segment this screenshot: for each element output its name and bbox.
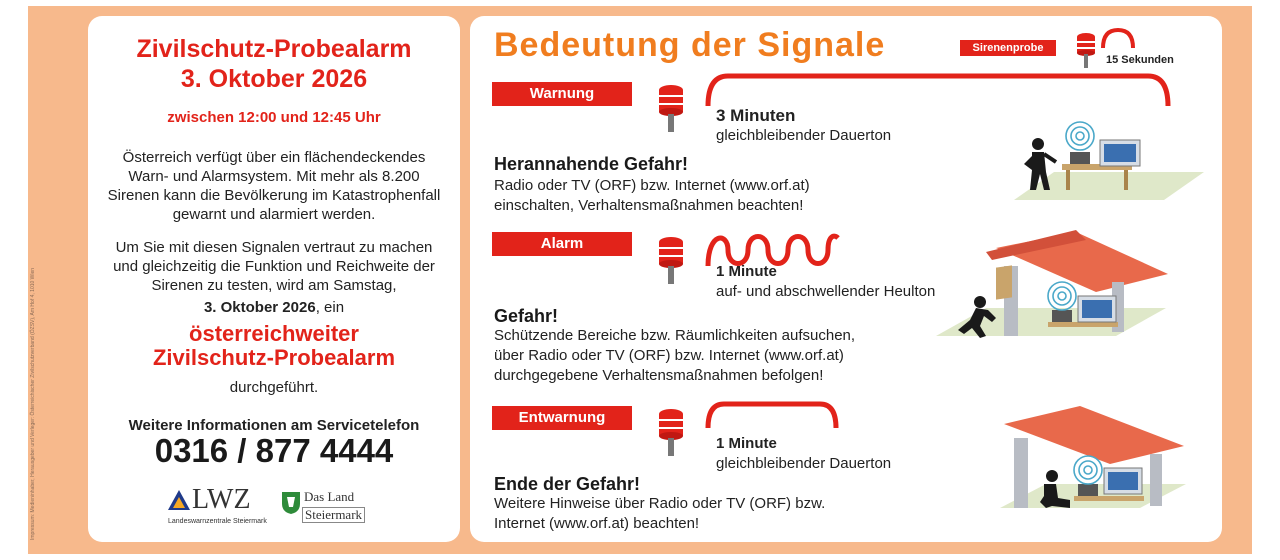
siren-icon <box>656 236 686 284</box>
lwz-logo <box>168 486 278 530</box>
siren-icon <box>1074 32 1098 68</box>
purpose-paragraph: Um Sie mit diesen Signalen vertraut zu machen und gleichzeitig die Funktion und Reichweite der Sirenen zu testen, wird am Samstag, <box>113 239 435 294</box>
service-phone[interactable]: 0316 / 877 4444 <box>154 432 394 469</box>
signal-badge-alarm: Alarm <box>492 232 632 256</box>
warning-scene-illustration <box>1014 112 1204 208</box>
lwz-subtitle: Landeswarnzentrale Steiermark <box>168 518 267 525</box>
date-bold: 3. Oktober 2026 <box>203 299 316 316</box>
signal-text-line: Schützende Bereiche bzw. Räumlichkeiten aufsuchen, <box>494 327 856 344</box>
test-duration: 15 Sekunden <box>1106 54 1174 66</box>
signal-text-line: über Radio oder TV (ORF) bzw. Internet (www.orf.at) <box>494 347 844 364</box>
highlight-line-1: österreichweiter <box>189 321 359 346</box>
siren-icon <box>656 84 686 132</box>
signal-tone: auf- und abschwellender Heulton <box>716 283 936 300</box>
signal-badge-entwarnung: Entwarnung <box>492 406 632 430</box>
signal-duration: 1 Minute <box>716 435 777 452</box>
signal-heading: Ende der Gefahr! <box>494 474 641 494</box>
signal-text-line: durchgegebene Verhaltensmaßnahmen befolgen! <box>494 367 824 384</box>
land-line-2: Steiermark <box>302 507 365 523</box>
info-panel <box>88 16 460 542</box>
performed-text: durchgeführt. <box>229 379 319 396</box>
signal-heading: Herannahende Gefahr! <box>494 154 689 174</box>
tv-icon <box>1100 140 1140 166</box>
signal-text-line: Weitere Hinweise über Radio oder TV (ORF) bzw. <box>494 495 826 512</box>
highlight-line-2: Zivilschutz-Probealarm <box>152 345 396 370</box>
radio-waves-icon <box>1066 122 1094 150</box>
event-date: 3. Oktober 2026 <box>180 65 368 93</box>
steiermark-logo <box>282 490 372 530</box>
signal-tone: gleichbleibender Dauerton <box>716 127 892 144</box>
tv-icon <box>1078 296 1116 322</box>
date-line <box>88 298 460 317</box>
signal-heading: Gefahr! <box>494 306 559 326</box>
signal-duration: 3 Minuten <box>716 106 796 125</box>
siren-test-badge: Sirenenprobe <box>960 40 1056 56</box>
radio-waves-icon <box>1074 456 1102 484</box>
service-label: Weitere Informationen am Servicetelefon <box>128 417 420 434</box>
signal-badge-warnung: Warnung <box>492 82 632 106</box>
siren-icon <box>656 408 686 456</box>
lwz-wordmark: LWZ <box>192 484 251 515</box>
test-signal-arc-icon <box>1100 28 1136 50</box>
alarm-scene-illustration <box>936 230 1186 340</box>
steady-tone-graph <box>704 72 1174 108</box>
imprint-text: Impressum: Medieninhaber, Herausgeber und Verleger: Österreichischer Zivilschutzverband (ÖZSV), Am Hof 4, 1010 Wien <box>30 267 36 540</box>
signal-text-line: einschalten, Verhaltensmaßnahmen beachten! <box>494 197 804 214</box>
event-title: Zivilschutz-Probealarm <box>136 35 412 63</box>
event-time: zwischen 12:00 und 12:45 Uhr <box>167 109 381 126</box>
steady-tone-short-graph <box>704 400 844 430</box>
tv-icon <box>1104 468 1142 494</box>
signal-text-line: Internet (www.orf.at) beachten! <box>494 515 700 532</box>
signal-text-line: Radio oder TV (ORF) bzw. Internet (www.orf.at) <box>494 177 810 194</box>
intro-paragraph: Österreich verfügt über ein flächendeckendes Warn- und Alarmsystem. Mit mehr als 8.200 Sirenen kann die Bevölkerung im Katastrophenfall gewarnt und alarmiert werden. <box>107 149 441 223</box>
signals-title: Bedeutung der Signale <box>494 26 886 64</box>
radio-waves-icon <box>1048 282 1076 310</box>
lwz-emblem-icon <box>168 490 190 512</box>
signal-tone: gleichbleibender Dauerton <box>716 455 892 472</box>
coat-of-arms-icon <box>282 492 300 514</box>
all-clear-scene-illustration <box>1000 404 1200 516</box>
date-suffix: , ein <box>315 299 345 316</box>
signal-duration: 1 Minute <box>716 263 777 280</box>
land-line-1: Das Land <box>304 489 355 504</box>
signals-panel <box>470 16 1222 542</box>
